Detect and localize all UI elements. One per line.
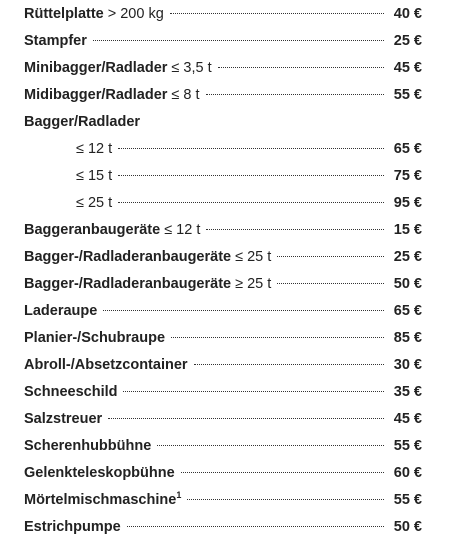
item-price: 55 € — [393, 492, 422, 508]
price-row-baggeranbaugeraete — [24, 217, 422, 244]
item-spec: ≤ 25 t — [76, 195, 113, 211]
dotted-leader — [170, 13, 384, 14]
dotted-leader — [194, 364, 384, 365]
dotted-leader — [218, 67, 384, 68]
dotted-leader — [277, 256, 384, 257]
item-price: 55 € — [393, 438, 422, 454]
price-row-estrichpumpe — [24, 514, 422, 541]
price-row-schneeschild — [24, 379, 422, 406]
group-heading-bagger-radlader — [24, 109, 422, 136]
item-name: Scherenhubbühne — [24, 438, 152, 454]
item-name: Stampfer — [24, 33, 87, 49]
item-spec: ≤ 15 t — [76, 168, 113, 184]
price-row-planierraupe — [24, 325, 422, 352]
item-name: Salzstreuer — [24, 411, 103, 427]
item-price: 45 € — [393, 60, 422, 76]
item-price: 35 € — [393, 384, 422, 400]
item-price: 95 € — [393, 195, 422, 211]
dotted-leader — [206, 94, 384, 95]
item-price: 55 € — [393, 87, 422, 103]
item-name: Rüttelplatte — [24, 6, 104, 22]
item-spec: ≤ 25 t — [235, 249, 272, 265]
price-row-laderaupe — [24, 298, 422, 325]
item-name: Planier-/Schubraupe — [24, 330, 166, 346]
item-spec: ≤ 8 t — [171, 87, 200, 103]
dotted-leader — [123, 391, 384, 392]
price-row-bagger-15t — [24, 163, 422, 190]
item-price: 45 € — [393, 411, 422, 427]
price-row-container — [24, 352, 422, 379]
item-name: Minibagger/Radlader — [24, 60, 168, 76]
price-row-ruettelplatte — [24, 1, 422, 28]
price-row-midibagger — [24, 82, 422, 109]
dotted-leader — [187, 499, 384, 500]
item-name: Midibagger/Radlader — [24, 87, 168, 103]
dotted-leader — [103, 310, 384, 311]
price-row-bagger-25t — [24, 190, 422, 217]
item-price: 85 € — [393, 330, 422, 346]
price-row-stampfer — [24, 28, 422, 55]
item-spec: ≥ 25 t — [235, 276, 272, 292]
item-spec: > 200 kg — [107, 6, 164, 22]
item-name: Bagger-/Radladeranbaugeräte — [24, 249, 232, 265]
price-row-scherenhubbuehne — [24, 433, 422, 460]
item-name: Abroll-/Absetzcontainer — [24, 357, 188, 373]
price-row-minibagger — [24, 55, 422, 82]
dotted-leader — [118, 202, 384, 203]
dotted-leader — [181, 472, 384, 473]
item-name: Mörtelmischmaschine — [24, 492, 177, 508]
item-price: 15 € — [393, 222, 422, 238]
footnote-marker: 1 — [176, 490, 182, 501]
item-name: Laderaupe — [24, 303, 98, 319]
price-row-bagger-12t — [24, 136, 422, 163]
item-name: Schneeschild — [24, 384, 118, 400]
item-price: 50 € — [393, 519, 422, 535]
item-name: Baggeranbaugeräte — [24, 222, 161, 238]
item-name: Gelenkteleskopbühne — [24, 465, 175, 481]
item-price: 25 € — [393, 249, 422, 265]
price-row-moertelmischmaschine — [24, 487, 422, 514]
dotted-leader — [118, 175, 384, 176]
item-spec: ≤ 3,5 t — [171, 60, 212, 76]
item-spec: ≤ 12 t — [76, 141, 113, 157]
dotted-leader — [206, 229, 384, 230]
price-row-gelenkteleskopbuehne — [24, 460, 422, 487]
item-name: Bagger-/Radladeranbaugeräte — [24, 276, 232, 292]
dotted-leader — [108, 418, 384, 419]
dotted-leader — [171, 337, 384, 338]
item-price: 75 € — [393, 168, 422, 184]
item-price: 65 € — [393, 141, 422, 157]
price-list — [24, 1, 422, 541]
item-price: 40 € — [393, 6, 422, 22]
item-name: Estrichpumpe — [24, 519, 121, 535]
dotted-leader — [127, 526, 384, 527]
price-row-radladeranbaugeraete-le25t — [24, 244, 422, 271]
item-price: 65 € — [393, 303, 422, 319]
price-row-radladeranbaugeraete-ge25t — [24, 271, 422, 298]
item-price: 25 € — [393, 33, 422, 49]
dotted-leader — [93, 40, 384, 41]
price-row-salzstreuer — [24, 406, 422, 433]
item-price: 30 € — [393, 357, 422, 373]
dotted-leader — [277, 283, 384, 284]
group-heading: Bagger/Radlader — [24, 114, 141, 130]
item-price: 60 € — [393, 465, 422, 481]
dotted-leader — [157, 445, 384, 446]
dotted-leader — [118, 148, 384, 149]
item-price: 50 € — [393, 276, 422, 292]
item-spec: ≤ 12 t — [164, 222, 201, 238]
